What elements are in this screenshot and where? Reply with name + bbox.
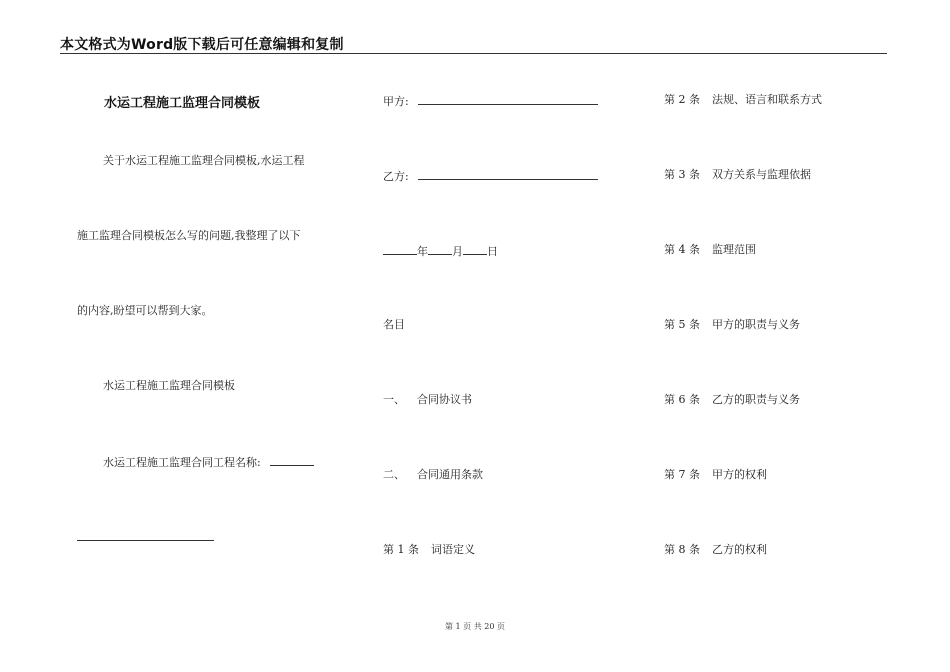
document-title: 水运工程施工监理合同模板 xyxy=(104,96,261,111)
contents-item-2-text: 合同通用条款 xyxy=(417,468,483,481)
project-name-label: 水运工程施工监理合同工程名称: xyxy=(103,456,261,469)
article-5 xyxy=(664,318,800,332)
header-divider xyxy=(60,53,887,54)
intro-line-2: 施工监理合同模板怎么写的问题,我整理了以下 xyxy=(77,229,301,242)
month-blank xyxy=(428,243,452,255)
party-a-row xyxy=(383,93,598,109)
article-1-num: 第 1 条 xyxy=(383,543,419,556)
document-header-banner: 本文格式为Word版下载后可任意编辑和复制 xyxy=(60,37,344,53)
article-8-num: 第 8 条 xyxy=(664,543,700,556)
party-b-blank xyxy=(418,168,598,180)
year-label: 年 xyxy=(417,245,428,258)
article-2 xyxy=(664,93,822,107)
article-6 xyxy=(664,393,800,407)
article-4-num: 第 4 条 xyxy=(664,243,700,256)
article-5-text: 甲方的职责与义务 xyxy=(712,318,800,331)
page-total: 20 xyxy=(484,622,495,631)
party-b-label: 乙方: xyxy=(383,170,409,183)
page-suffix: 页 xyxy=(497,622,505,631)
article-3-text: 双方关系与监理依据 xyxy=(712,168,811,181)
article-8 xyxy=(664,543,767,557)
article-5-num: 第 5 条 xyxy=(664,318,700,331)
page-mid: 页 共 xyxy=(463,622,482,631)
day-blank xyxy=(463,243,487,255)
article-7 xyxy=(664,468,767,482)
article-1-text: 词语定义 xyxy=(431,543,475,556)
intro-line-3: 的内容,盼望可以帮到大家。 xyxy=(77,304,213,317)
contents-item-2-num: 二、 xyxy=(383,468,405,481)
day-label: 日 xyxy=(487,245,498,258)
contents-item-1-text: 合同协议书 xyxy=(417,393,472,406)
year-blank xyxy=(383,243,417,255)
article-1 xyxy=(383,543,475,557)
section-subtitle: 水运工程施工监理合同模板 xyxy=(103,379,235,392)
article-2-num: 第 2 条 xyxy=(664,93,700,106)
intro-line-1: 关于水运工程施工监理合同模板,水运工程 xyxy=(103,154,305,167)
party-b-row xyxy=(383,168,598,184)
project-name-blank xyxy=(270,454,314,466)
date-row xyxy=(383,243,498,259)
project-name-blank-continued xyxy=(77,540,214,541)
article-3-num: 第 3 条 xyxy=(664,168,700,181)
month-label: 月 xyxy=(452,245,463,258)
article-7-num: 第 7 条 xyxy=(664,468,700,481)
article-6-num: 第 6 条 xyxy=(664,393,700,406)
article-4 xyxy=(664,243,756,257)
article-3 xyxy=(664,168,811,182)
page-footer xyxy=(0,621,950,632)
article-8-text: 乙方的权利 xyxy=(712,543,767,556)
party-a-blank xyxy=(418,93,598,105)
contents-heading: 名目 xyxy=(383,318,405,331)
article-2-text: 法规、语言和联系方式 xyxy=(712,93,822,106)
project-name-row xyxy=(103,454,314,470)
party-a-label: 甲方: xyxy=(383,95,409,108)
page-number: 1 xyxy=(455,622,461,631)
contents-item-1 xyxy=(383,393,472,407)
article-7-text: 甲方的权利 xyxy=(712,468,767,481)
contents-item-1-num: 一、 xyxy=(383,393,405,406)
page-prefix: 第 xyxy=(444,622,453,631)
contents-item-2 xyxy=(383,468,483,482)
article-6-text: 乙方的职责与义务 xyxy=(712,393,800,406)
article-4-text: 监理范围 xyxy=(712,243,756,256)
